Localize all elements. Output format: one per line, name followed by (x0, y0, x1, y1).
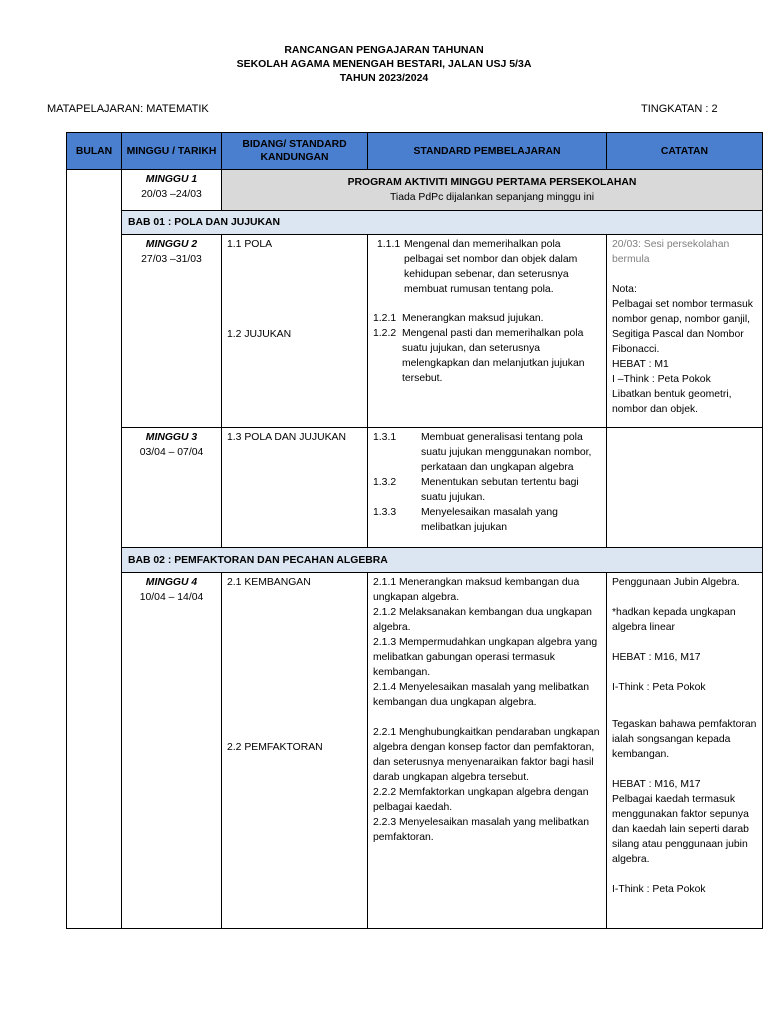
note-line: Nota: (612, 284, 637, 295)
week-cell (122, 428, 222, 548)
column-header-minggu: MINGGU / TARIKH (122, 133, 222, 170)
chapter-heading: BAB 01 : POLA DAN JUJUKAN (122, 211, 763, 235)
content-standard: 1.1 POLA (227, 239, 273, 250)
week-date: 03/04 – 07/04 (139, 447, 204, 458)
note-line: Pelbagai set nombor termasuk nombor genap, nombor ganjil, Segitiga Pascal dan Nombor Fibonacci. (612, 299, 753, 355)
week-cell (122, 170, 222, 211)
learning-standard: 2.2.3 Menyelesaikan masalah yang melibatkan pemfaktoran. (373, 817, 590, 843)
column-header-bidang: BIDANG/ STANDARD KANDUNGAN (222, 133, 368, 170)
standard-kandungan-cell (222, 235, 368, 428)
table-row (67, 428, 763, 548)
learning-standard: 1.3.1 Membuat generalisasi tentang pola suatu jujukan menggunakan nombor, perkataan dan ungkapan algebra (373, 432, 592, 473)
note-line: I-Think : Peta Pokok (612, 884, 706, 895)
standard-kandungan-cell: 1.3 POLA DAN JUJUKAN (222, 428, 368, 548)
content-standard: 2.2 PEMFAKTORAN (227, 742, 323, 753)
week-date: 27/03 –31/03 (141, 254, 202, 265)
note-line: Pelbagai kaedah termasuk menggunakan faktor sepunya dan kaedah lain seperti darab silang atau penggunaan jubin algebra. (612, 794, 749, 865)
table-row (67, 573, 763, 929)
header-year: TAHUN 2023/2024 (339, 72, 429, 84)
learning-standard: 1.2.2 Mengenal pasti dan memerihalkan pola suatu jujukan, dan seterusnya melengkapkan dan melanjutkan jujukan tersebut. (373, 328, 585, 384)
table-row (67, 235, 763, 428)
week-cell (122, 235, 222, 428)
note-line: Libatkan bentuk geometri, nombor dan objek. (612, 389, 732, 415)
week-date: 10/04 – 14/04 (139, 592, 204, 603)
content-standard: 1.2 JUJUKAN (227, 329, 292, 340)
learning-standard: 1.3.2 Menentukan sebutan tertentu bagi suatu jujukan. (373, 477, 579, 503)
standard-pembelajaran-cell (368, 235, 607, 428)
column-header-bulan: BULAN (67, 133, 122, 170)
learning-standard: 2.2.1 Menghubungkaitkan pendaraban ungkapan algebra dengan konsep factor dan pemfaktoran, dan seterusnya menyenaraikan faktor bagi hasil darab ungkapan algebra tersebut. (373, 727, 600, 783)
standard-pembelajaran-cell (368, 428, 607, 548)
learning-standard: 2.1.4 Menyelesaikan masalah yang melibatkan kembangan dua ungkapan algebra. (373, 682, 590, 708)
header-school: SEKOLAH AGAMA MENENGAH BESTARI, JALAN USJ 5/3A (236, 58, 532, 70)
note-line: HEBAT : M1 (612, 359, 669, 370)
note-line: *hadkan kepada ungkapan algebra linear (612, 607, 736, 633)
program-note: Tiada PdPc dijalankan sepanjang minggu ini (389, 192, 595, 203)
note-line: HEBAT : M16, M17 (612, 779, 701, 790)
document-header (0, 43, 768, 85)
bulan-cell (67, 170, 122, 929)
learning-standard: 1.3.3 Menyelesaikan masalah yang melibatkan jujukan (373, 507, 558, 533)
learning-standard: 2.1.2 Melaksanakan kembangan dua ungkapan algebra. (373, 607, 592, 633)
table-row (67, 548, 763, 573)
standard-kandungan-cell (222, 573, 368, 929)
table-header-row (67, 133, 763, 170)
note-line: Tegaskan bahawa pemfaktoran ialah songsangan kepada kembangan. (612, 719, 757, 760)
subject-label: MATAPELAJARAN: MATEMATIK (47, 103, 209, 115)
teaching-plan-table (66, 132, 763, 929)
note-line: I –Think : Peta Pokok (612, 374, 711, 385)
column-header-standard-pembelajaran: STANDARD PEMBELAJARAN (368, 133, 607, 170)
note-line: HEBAT : M16, M17 (612, 652, 701, 663)
week-label: MINGGU 2 (145, 239, 198, 250)
week-date: 20/03 –24/03 (141, 189, 202, 200)
note-line: I-Think : Peta Pokok (612, 682, 706, 693)
column-header-catatan: CATATAN (607, 133, 763, 170)
week-label: MINGGU 4 (145, 577, 198, 588)
standard-pembelajaran-cell (368, 573, 607, 929)
catatan-cell (607, 573, 763, 929)
table-row (67, 211, 763, 235)
learning-standard: 2.1.3 Mempermudahkan ungkapan algebra yang melibatkan gabungan operasi termasuk kembangan. (373, 637, 598, 678)
learning-standard: 1.1.1 Mengenal dan memerihalkan pola pelbagai set nombor dan objek dalam kehidupan sebenar, dan seterusnya membuat rumusan tentang pola. (377, 239, 578, 295)
catatan-cell (607, 235, 763, 428)
learning-standard: 2.2.2 Memfaktorkan ungkapan algebra dengan pelbagai kaedah. (373, 787, 589, 813)
header-title: RANCANGAN PENGAJARAN TAHUNAN (284, 44, 484, 56)
note-start: 20/03: Sesi persekolahan bermula (612, 239, 730, 265)
learning-standard: 2.1.1 Menerangkan maksud kembangan dua ungkapan algebra. (373, 577, 580, 603)
note-line: Penggunaan Jubin Algebra. (612, 577, 740, 588)
week-cell (122, 573, 222, 929)
content-standard: 2.1 KEMBANGAN (227, 577, 311, 588)
learning-standard: 1.2.1 Menerangkan maksud jujukan. (373, 313, 544, 324)
week-label: MINGGU 3 (145, 432, 198, 443)
program-cell (222, 170, 763, 211)
week-label: MINGGU 1 (145, 174, 198, 185)
form-label: TINGKATAN : 2 (641, 103, 718, 115)
table-row (67, 170, 763, 211)
program-title: PROGRAM AKTIVITI MINGGU PERTAMA PERSEKOLAHAN (347, 177, 637, 188)
chapter-heading: BAB 02 : PEMFAKTORAN DAN PECAHAN ALGEBRA (122, 548, 763, 573)
catatan-cell (607, 428, 763, 548)
